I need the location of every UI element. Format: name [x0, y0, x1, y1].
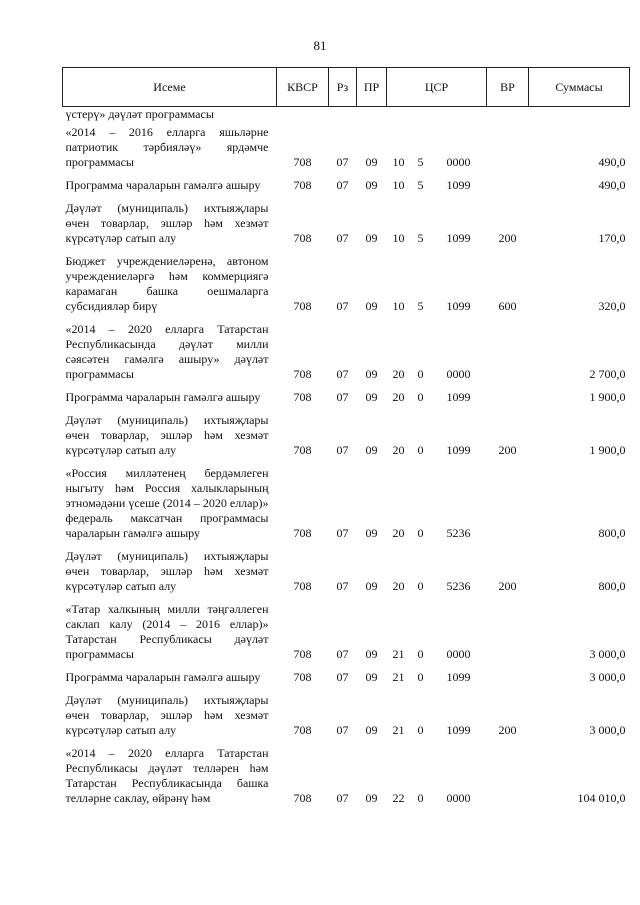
table-row	[63, 690, 630, 743]
cell-sum: 490,0	[598, 178, 626, 192]
cell-sum: 800,0	[598, 579, 626, 593]
cell-kvsr: 708	[293, 526, 312, 540]
row-name: Дәүләт (муниципаль) ихтыяҗлары өчен товарлар, эшләр һәм хезмәт күрсәтүләр сатып алу	[65, 549, 269, 593]
cell-csr-subprogram: 5	[417, 231, 424, 245]
cell-pr: 09	[365, 647, 378, 661]
cell-csr-program: 20	[392, 443, 405, 457]
row-name: Дәүләт (муниципаль) ихтыяҗлары өчен товарлар, эшләр һәм хезмәт күрсәтүләр сатып алу	[65, 693, 269, 737]
column-header-sum: Суммасы	[529, 68, 630, 107]
table-row	[63, 122, 630, 175]
cell-sum: 1 900,0	[589, 390, 626, 404]
cell-csr-program: 20	[392, 526, 405, 540]
cell-csr-program: 10	[392, 178, 405, 192]
cell-kvsr: 708	[293, 231, 312, 245]
table-row	[63, 546, 630, 599]
cell-csr-subprogram: 0	[417, 443, 424, 457]
cell-pr: 09	[365, 670, 378, 684]
cell-vr	[487, 387, 529, 410]
cell-vr	[487, 175, 529, 198]
table-row	[63, 743, 630, 811]
table-row	[63, 175, 630, 198]
cell-csr-subprogram: 0	[417, 367, 424, 381]
cell-csr-program: 20	[392, 390, 405, 404]
cell-kvsr: 708	[293, 299, 312, 313]
cell-kvsr: 708	[293, 155, 312, 169]
row-name: Дәүләт (муниципаль) ихтыяҗлары өчен товарлар, эшләр һәм хезмәт күрсәтүләр сатып алу	[65, 201, 269, 245]
cell-csr-code: 1099	[446, 178, 471, 192]
cell-vr	[487, 463, 529, 546]
cell-csr-code: 1099	[446, 299, 471, 313]
cell-csr-code: 1099	[446, 723, 471, 737]
cell-kvsr: 708	[293, 791, 312, 805]
cell-vr: 200	[498, 723, 517, 737]
cell-csr-subprogram: 0	[417, 647, 424, 661]
cell-vr: 600	[498, 299, 517, 313]
cell-kvsr: 708	[293, 367, 312, 381]
cell-csr-code: 1099	[446, 670, 471, 684]
table-header-row	[63, 68, 630, 107]
cell-rz: 07	[336, 299, 349, 313]
cell-sum: 3 000,0	[589, 723, 626, 737]
cell-csr-program: 10	[392, 155, 405, 169]
table-row	[63, 319, 630, 387]
cell-csr-program: 21	[392, 723, 405, 737]
cell-csr-code: 1099	[446, 390, 471, 404]
cell-csr-code: 1099	[446, 443, 471, 457]
cell-csr-program: 20	[392, 579, 405, 593]
cell-rz: 07	[336, 579, 349, 593]
row-name: Дәүләт (муниципаль) ихтыяҗлары өчен товарлар, эшләр һәм хезмәт күрсәтүләр сатып алу	[65, 413, 269, 457]
cell-rz: 07	[336, 723, 349, 737]
cell-pr: 09	[365, 178, 378, 192]
cell-pr: 09	[365, 526, 378, 540]
cell-rz: 07	[336, 367, 349, 381]
column-header-rz: Рз	[329, 68, 357, 107]
cell-sum: 3 000,0	[589, 647, 626, 661]
cell-kvsr: 708	[293, 443, 312, 457]
cell-sum: 104 010,0	[577, 791, 626, 805]
table-row	[63, 198, 630, 251]
cell-csr-code: 0000	[446, 647, 471, 661]
cell-rz: 07	[336, 791, 349, 805]
cell-csr-program: 10	[392, 299, 405, 313]
cell-rz: 07	[336, 178, 349, 192]
cell-rz: 07	[336, 670, 349, 684]
row-name: Программа чараларын гамәлгә ашыру	[65, 670, 261, 684]
column-header-csr: ЦСР	[387, 68, 487, 107]
cell-csr-subprogram: 0	[417, 390, 424, 404]
row-name: «Татар халкының милли тәңгәллеген саклап калу (2014 – 2016 еллар)» Татарстан Республикасы дәүләт программасы	[65, 602, 269, 661]
budget-table	[62, 67, 630, 811]
cell-sum: 1 900,0	[589, 443, 626, 457]
cell-pr: 09	[365, 231, 378, 245]
cell-vr	[487, 743, 529, 811]
table-row	[63, 251, 630, 319]
cell-csr-program: 22	[392, 791, 405, 805]
cell-pr: 09	[365, 390, 378, 404]
cell-csr-program: 21	[392, 647, 405, 661]
cell-sum: 3 000,0	[589, 670, 626, 684]
row-name: Бюджет учреждениеләренә, автоном учреждениеләргә һәм коммерциягә карамаган башка оешмаларга субсидияләр бирү	[65, 254, 269, 313]
page-number: 81	[313, 38, 327, 53]
cell-pr: 09	[365, 723, 378, 737]
cell-csr-program: 20	[392, 367, 405, 381]
cell-csr-code: 1099	[446, 231, 471, 245]
cell-pr: 09	[365, 367, 378, 381]
cell-csr-code: 0000	[446, 155, 471, 169]
cell-csr-subprogram: 0	[417, 579, 424, 593]
cell-csr-code: 5236	[446, 579, 471, 593]
cell-rz: 07	[336, 390, 349, 404]
continuation-text: үстерү» дәүләт программасы	[65, 107, 214, 121]
cell-vr	[487, 319, 529, 387]
row-name: «2014 – 2020 елларга Татарстан Республикасы дәүләт телләрен һәм Татарстан Республикасында башка телләрне саклау, өйрәнү һәм	[65, 746, 269, 805]
table-row	[63, 410, 630, 463]
table-row	[63, 667, 630, 690]
cell-csr-subprogram: 0	[417, 670, 424, 684]
cell-rz: 07	[336, 647, 349, 661]
cell-sum: 320,0	[598, 299, 626, 313]
cell-vr	[487, 599, 529, 667]
cell-csr-subprogram: 0	[417, 526, 424, 540]
cell-vr	[487, 667, 529, 690]
row-name: Программа чараларын гамәлгә ашыру	[65, 390, 261, 404]
cell-rz: 07	[336, 526, 349, 540]
cell-pr: 09	[365, 299, 378, 313]
column-header-pr: ПР	[357, 68, 387, 107]
cell-sum: 490,0	[598, 155, 626, 169]
cell-csr-program: 21	[392, 670, 405, 684]
cell-vr: 200	[498, 231, 517, 245]
cell-csr-code: 5236	[446, 526, 471, 540]
table-row	[63, 599, 630, 667]
cell-kvsr: 708	[293, 390, 312, 404]
cell-sum: 800,0	[598, 526, 626, 540]
cell-pr: 09	[365, 791, 378, 805]
table-row	[63, 387, 630, 410]
cell-kvsr: 708	[293, 647, 312, 661]
row-name: «2014 – 2016 елларга яшьләрне патриотик тәрбияләү» ярдәмче программасы	[65, 125, 269, 169]
cell-pr: 09	[365, 155, 378, 169]
row-name: «Россия милләтенең бердәмлеген ныгыту һәм Россия халыкларының этномәдәни үсеше (2014 – 2020 еллар)» федераль максатчан программасы чараларын гамәлгә ашыру	[65, 466, 269, 540]
cell-csr-code: 0000	[446, 367, 471, 381]
cell-csr-subprogram: 0	[417, 791, 424, 805]
cell-kvsr: 708	[293, 579, 312, 593]
row-name: «2014 – 2020 елларга Татарстан Республикасында дәүләт милли сәясәтен гамәлгә ашыру» дәүләт программасы	[65, 322, 269, 381]
cell-csr-subprogram: 5	[417, 299, 424, 313]
cell-csr-code: 0000	[446, 791, 471, 805]
cell-sum: 2 700,0	[589, 367, 626, 381]
cell-rz: 07	[336, 155, 349, 169]
table-row	[63, 463, 630, 546]
cell-csr-program: 10	[392, 231, 405, 245]
cell-rz: 07	[336, 231, 349, 245]
column-header-name: Исеме	[63, 68, 277, 107]
cell-kvsr: 708	[293, 670, 312, 684]
cell-rz: 07	[336, 443, 349, 457]
cell-sum: 170,0	[598, 231, 626, 245]
cell-kvsr: 708	[293, 723, 312, 737]
cell-kvsr: 708	[293, 178, 312, 192]
row-name: Программа чараларын гамәлгә ашыру	[65, 178, 261, 192]
column-header-vr: ВР	[487, 68, 529, 107]
cell-csr-subprogram: 0	[417, 723, 424, 737]
cell-vr: 200	[498, 443, 517, 457]
column-header-kvsr: КВСР	[277, 68, 329, 107]
cell-pr: 09	[365, 443, 378, 457]
cell-pr: 09	[365, 579, 378, 593]
cell-csr-subprogram: 5	[417, 178, 424, 192]
cell-csr-subprogram: 5	[417, 155, 424, 169]
cell-vr	[487, 122, 529, 175]
cell-vr: 200	[498, 579, 517, 593]
continuation-row	[63, 107, 630, 123]
